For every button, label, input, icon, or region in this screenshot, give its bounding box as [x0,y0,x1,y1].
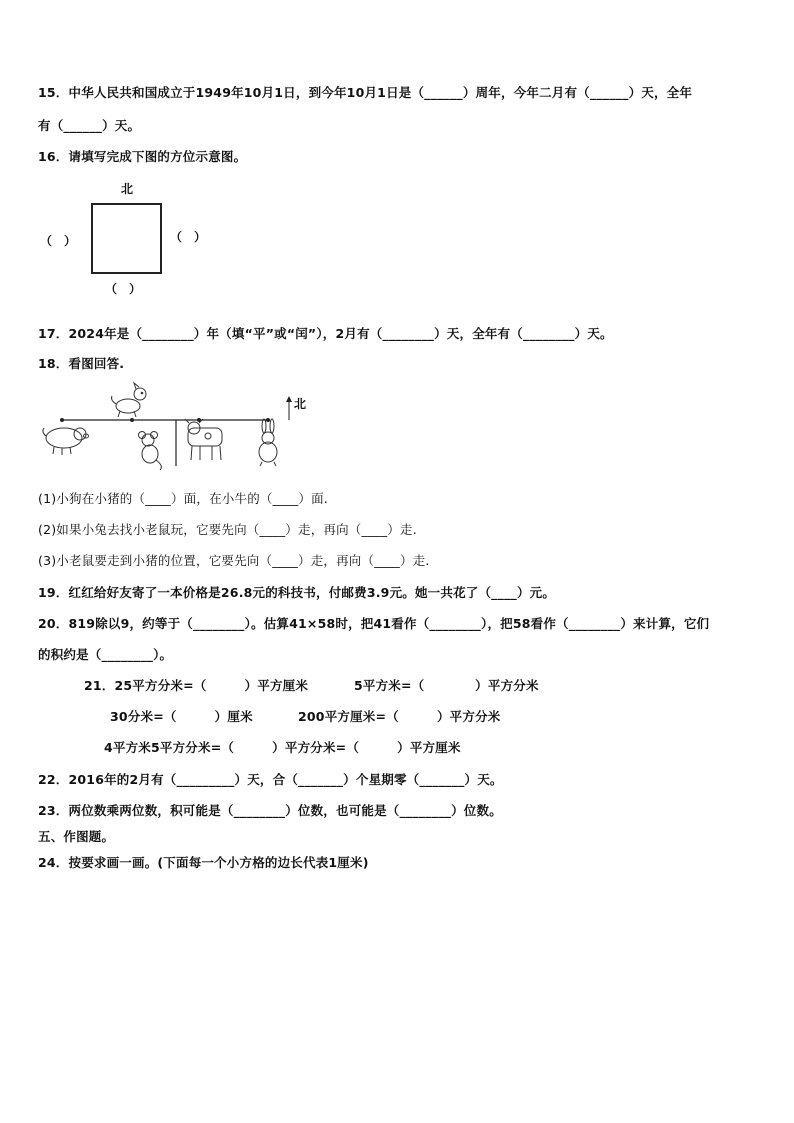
q16-text: 16．请填写完成下图的方位示意图。 [38,149,247,164]
q18-text: 18．看图回答. [38,356,125,371]
q21-row1b: 5平方米=（ ）平方分米 [354,678,539,693]
q24-text: 24．按要求画一画。(下面每一个小方格的边长代表1厘米) [38,855,369,870]
q21-row2b: 200平方厘米=（ ）平方分米 [298,709,501,724]
q23-text: 23．两位数乘两位数，积可能是（________）位数，也可能是（________）位数。 [38,803,502,818]
q16-left-blank: （ ） [40,234,77,248]
q20-line2: 的积约是（________）。 [38,647,173,662]
dog-icon [112,383,147,417]
q22-text: 22．2016年的2月有（_________）天，合（_______）个星期零（_______）天。 [38,772,503,787]
q15-line1: 15．中华人民共和国成立于1949年10月1日，到今年10月1日是（______）周年，今年二月有（______）天，全年 [38,85,693,100]
q16-north-label: 北 [121,182,134,196]
q18-animal-map [36,380,316,470]
q16-bottom-blank: （ ） [105,282,142,296]
q20-line1: 20．819除以9，约等于（________）。估算41×58时，把41看作（________），把58看作（________）来计算，它们 [38,616,710,631]
q18-sub1: (1)小狗在小猪的（____）面，在小牛的（____）面. [38,491,328,506]
mouse-icon [139,432,162,471]
section5-heading: 五、作图题。 [38,829,115,844]
q18-sub2: (2)如果小兔去找小老鼠玩，它要先向（____）走，再向（____）走. [38,522,417,537]
q21-row1a: 21．25平方分米=（ ）平方厘米 [84,678,309,693]
q16-right-blank: （ ） [170,230,207,244]
cow-icon [185,419,222,460]
q18-north-label: 北 [294,397,307,411]
q17-text: 17．2024年是（________）年（填“平”或“闰”），2月有（________）天，全年有（________）天。 [38,326,613,341]
q19-text: 19．红红给好友寄了一本价格是26.8元的科技书，付邮费3.9元。她一共花了（____）元。 [38,585,556,600]
q21-row2a: 30分米=（ ）厘米 [110,709,253,724]
q15-line2: 有（______）天。 [38,118,141,133]
q21-row3: 4平方米5平方分米=（ ）平方分米=（ ）平方厘米 [104,740,461,755]
q16-direction-square [91,203,162,274]
pig-icon [43,428,89,455]
north-arrow-icon [286,396,292,420]
rabbit-icon [259,419,277,466]
q18-sub3: (3)小老鼠要走到小猪的位置，它要先向（____）走，再向（____）走. [38,553,430,568]
